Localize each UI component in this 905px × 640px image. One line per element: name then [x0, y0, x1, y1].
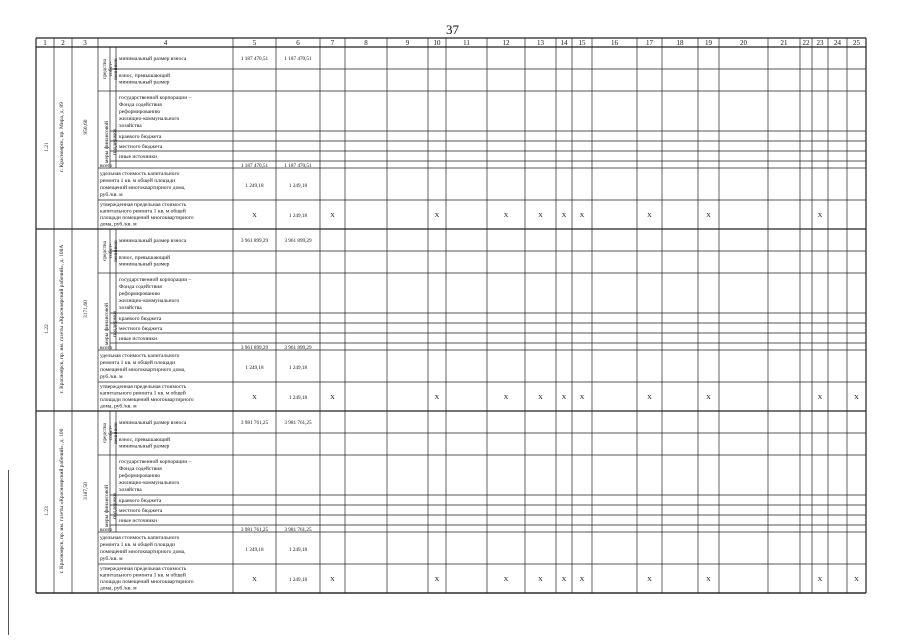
mark-x: X	[538, 576, 543, 583]
column-header: 14	[560, 39, 568, 47]
value-unit-cost: 1 249,18	[245, 365, 264, 371]
row-limit-cost: капитального ремонта 1 кв. м общей	[100, 390, 186, 397]
row-other: иные источники	[119, 336, 157, 342]
value-unit-cost: 1 249,18	[288, 365, 308, 371]
column-header: 1	[43, 39, 47, 47]
row-fund: жилищно-коммунального	[119, 116, 180, 122]
row-local: местного бюджета	[119, 508, 163, 514]
row-unit-cost: помещений многоквартирного дома,	[100, 185, 186, 191]
block-number: 1.21	[44, 142, 50, 152]
row-limit-cost: капитального ремонта 1 кв. м общей	[100, 572, 186, 579]
column-header: 19	[705, 39, 712, 47]
block-address: г. Красноярск, пр. им. газеты «Красноярский рабочий», д. 100	[59, 428, 65, 574]
row-unit-cost: помещений многоквартирного дома,	[100, 549, 186, 555]
support-label: меры финансовой	[104, 302, 110, 346]
mark-x: X	[854, 576, 859, 583]
row-unit-cost: руб./кв. м	[100, 556, 123, 562]
row-fund: государственной корпорации –	[119, 95, 192, 101]
support-label: поддержки	[112, 311, 118, 337]
row-unit-cost: руб./кв. м	[100, 192, 123, 198]
mark-x: X	[330, 576, 335, 583]
row-local: местного бюджета	[119, 144, 163, 150]
column-header: 11	[463, 39, 470, 47]
own-funds-label: собст-	[108, 61, 114, 77]
value-min-fee: 1 187 470,51	[240, 56, 269, 62]
row-over-fee: минимальный размер	[119, 261, 170, 268]
mark-x: X	[503, 394, 509, 401]
row-other: иные источники	[119, 154, 157, 160]
page-number: 37	[446, 22, 459, 37]
value-total: 3 981 761,25	[240, 527, 269, 533]
row-regional: краевого бюджета	[119, 316, 162, 322]
own-funds-label: венников	[113, 58, 119, 80]
mark-x: X	[579, 212, 585, 219]
row-fund: хозяйства	[119, 123, 142, 129]
mark-x: X	[252, 394, 257, 401]
row-fund: Фонда содействия	[119, 284, 162, 290]
row-unit-cost: ремонта 1 кв. м общей площади	[100, 542, 176, 548]
row-total: всего	[100, 345, 113, 351]
column-header: 3	[83, 39, 87, 47]
own-funds-label: средства	[102, 422, 108, 444]
support-label: меры финансовой	[104, 120, 110, 164]
mark-x: X	[538, 394, 543, 401]
column-header: 2	[61, 39, 65, 47]
own-funds-label: венников	[113, 422, 119, 444]
value-total: 3 981 761,25	[284, 527, 312, 533]
mark-x: X	[706, 394, 711, 401]
mark-x: X	[817, 394, 823, 401]
row-fund: реформированию	[119, 473, 161, 479]
support-label: поддержки	[112, 493, 118, 519]
mark-x: X	[706, 576, 711, 583]
column-header: 25	[853, 39, 860, 47]
own-funds-label: собст-	[108, 425, 114, 441]
value-unit-cost: 1 249,18	[288, 547, 308, 553]
mark-x: X	[579, 576, 585, 583]
value-unit-cost: 1 249,18	[288, 183, 308, 189]
value-limit-cost: 1 249,18	[288, 577, 308, 583]
mark-x: X	[706, 212, 711, 219]
column-header: 4	[163, 39, 168, 47]
mark-x: X	[561, 576, 567, 583]
mark-x: X	[647, 576, 652, 583]
row-regional: краевого бюджета	[119, 498, 162, 504]
mark-x: X	[538, 212, 543, 219]
support-label: меры финансовой	[104, 484, 110, 528]
row-over-fee: взнос, превышающий	[119, 255, 171, 261]
own-funds-label: венников	[113, 240, 119, 262]
row-limit-cost: утвержденная предельная стоимость	[100, 566, 187, 572]
value-unit-cost: 1 249,18	[245, 547, 264, 553]
value-total: 1 187 470,51	[284, 163, 312, 169]
mark-x: X	[330, 212, 335, 219]
row-fund: государственной корпорации –	[119, 459, 192, 465]
row-fund: Фонда содействия	[119, 466, 162, 472]
row-limit-cost: капитального ремонта 1 кв. м общей	[100, 208, 186, 215]
row-fund: реформированию	[119, 109, 161, 115]
column-header: 20	[740, 39, 747, 47]
column-header: 8	[364, 39, 368, 47]
support-label: поддержки	[112, 129, 118, 155]
value-min-fee: 3 961 899,29	[240, 238, 269, 244]
row-other: иные источники	[119, 518, 157, 524]
block-area: 950,60	[83, 119, 89, 135]
own-funds-label: средства	[102, 58, 108, 80]
row-fund: хозяйства	[119, 305, 142, 311]
column-header: 15	[578, 39, 586, 47]
block-area: 3187,50	[83, 482, 89, 500]
row-local: местного бюджета	[119, 326, 163, 332]
value-min-fee: 3 981 761,25	[240, 420, 269, 426]
value-total: 3 961 899,29	[284, 345, 312, 351]
mark-x: X	[647, 394, 652, 401]
value-unit-cost: 1 249,18	[245, 183, 264, 189]
row-over-fee: минимальный размер	[119, 443, 170, 450]
row-unit-cost: удельная стоимость капитального	[100, 535, 180, 541]
row-unit-cost: удельная стоимость капитального	[100, 171, 180, 177]
mark-x: X	[579, 394, 585, 401]
mark-x: X	[503, 212, 509, 219]
block-area: 3171,60	[83, 300, 89, 318]
column-header: 12	[502, 39, 510, 47]
column-header: 23	[816, 39, 824, 47]
column-header: 5	[252, 39, 257, 47]
mark-x: X	[330, 394, 335, 401]
column-header: 16	[611, 39, 618, 47]
row-limit-cost: утвержденная предельная стоимость	[100, 384, 187, 390]
row-fund: жилищно-коммунального	[119, 480, 180, 486]
row-limit-cost: дома, руб./кв. м	[100, 403, 137, 410]
mark-x: X	[434, 576, 440, 583]
row-min-fee: минимальный размер взноса	[119, 56, 187, 62]
mark-x: X	[817, 212, 823, 219]
row-limit-cost: площади помещений многоквартирного	[100, 397, 194, 403]
mark-x: X	[434, 212, 440, 219]
row-unit-cost: ремонта 1 кв. м общей площади	[100, 360, 176, 366]
own-funds-label: собст-	[108, 243, 114, 259]
block-address: г. Красноярск, пр. им. газеты «Красноярский рабочий», д. 108А	[59, 244, 65, 394]
value-min-fee: 3 961 899,29	[284, 238, 312, 244]
row-unit-cost: помещений многоквартирного дома,	[100, 367, 186, 373]
column-header: 10	[433, 39, 441, 47]
mark-x: X	[647, 212, 652, 219]
mark-x: X	[561, 394, 567, 401]
row-total: всего	[100, 163, 113, 169]
row-fund: хозяйства	[119, 487, 142, 493]
row-fund: жилищно-коммунального	[119, 298, 180, 304]
block-address: г. Красноярск, пр. Мира, д. 89	[59, 102, 65, 172]
row-over-fee: взнос, превышающий	[119, 437, 171, 443]
value-limit-cost: 1 249,18	[288, 213, 308, 219]
row-min-fee: минимальный размер взноса	[119, 420, 187, 426]
row-total: всего	[100, 527, 113, 533]
own-funds-label: средства	[102, 240, 108, 262]
value-total: 3 961 899,29	[240, 345, 269, 351]
column-header: 7	[330, 39, 335, 47]
row-limit-cost: утвержденная предельная стоимость	[100, 202, 187, 208]
mark-x: X	[434, 394, 440, 401]
value-min-fee: 1 187 470,51	[284, 56, 312, 62]
row-regional: краевого бюджета	[119, 134, 162, 140]
row-over-fee: взнос, превышающий	[119, 73, 171, 79]
column-header: 9	[405, 39, 410, 47]
mark-x: X	[854, 394, 859, 401]
row-fund: государственной корпорации –	[119, 277, 192, 283]
row-fund: Фонда содействия	[119, 102, 162, 108]
block-number: 1.23	[44, 506, 50, 516]
column-header: 22	[802, 39, 810, 47]
row-unit-cost: ремонта 1 кв. м общей площади	[100, 178, 176, 184]
mark-x: X	[503, 576, 509, 583]
column-header: 21	[780, 39, 788, 47]
column-header: 17	[646, 39, 653, 47]
row-over-fee: минимальный размер	[119, 79, 170, 86]
row-limit-cost: дома, руб./кв. м	[100, 585, 137, 592]
column-header: 18	[676, 39, 684, 47]
row-limit-cost: дома, руб./кв. м	[100, 221, 137, 228]
row-unit-cost: удельная стоимость капитального	[100, 353, 180, 359]
row-unit-cost: руб./кв. м	[100, 374, 123, 380]
mark-x: X	[252, 576, 257, 583]
row-limit-cost: площади помещений многоквартирного	[100, 215, 194, 221]
row-fund: реформированию	[119, 291, 161, 297]
row-limit-cost: площади помещений многоквартирного	[100, 579, 194, 585]
column-header: 24	[834, 39, 841, 47]
value-total: 1 187 470,51	[240, 163, 269, 169]
mark-x: X	[817, 576, 823, 583]
column-header: 6	[296, 39, 300, 47]
block-number: 1.22	[44, 324, 50, 334]
mark-x: X	[252, 212, 257, 219]
mark-x: X	[561, 212, 567, 219]
row-min-fee: минимальный размер взноса	[119, 238, 187, 244]
value-min-fee: 3 981 761,25	[284, 420, 312, 426]
value-limit-cost: 1 249,18	[288, 395, 308, 401]
column-header: 13	[537, 39, 544, 47]
